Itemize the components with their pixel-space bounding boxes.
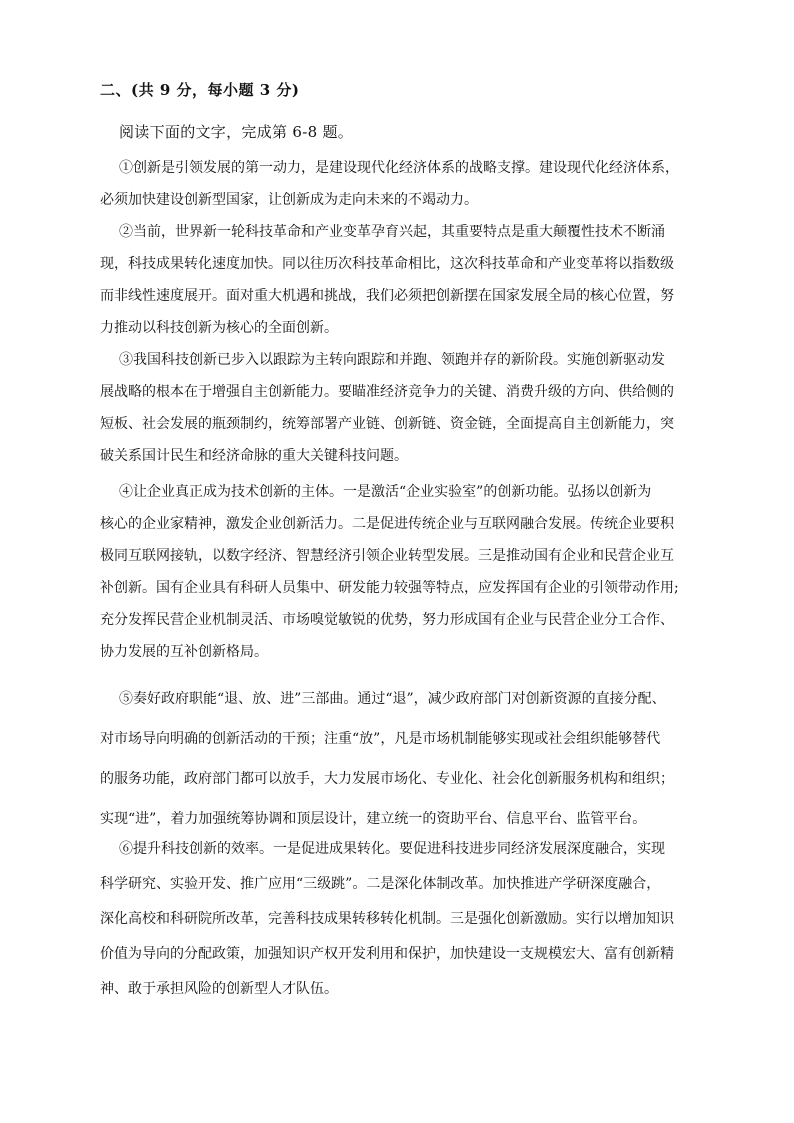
paragraph-line: 科学研究、实验开发、推广应用“三级跳”。二是深化体制改革。加快推进产学研深度融合， (100, 876, 661, 892)
reading-instruction: 阅读下面的文字，完成第 6-8 题。 (119, 123, 354, 141)
paragraph-line: 实现“进”，着力加强统筹协调和顶层设计，建立统一的资助平台、信息平台、监管平台。 (100, 811, 647, 827)
paragraph-4 (100, 476, 730, 668)
paragraph-line: 必须加快建设创新型国家，让创新成为走向未来的不竭动力。 (100, 192, 478, 208)
paragraph-line: 现，科技成果转化速度加快。同以往历次科技革命相比，这次科技革命和产业变革将以指数级 (100, 256, 674, 272)
paragraph-line: ②当前，世界新一轮科技革命和产业变革孕育兴起，其重要特点是重大颠覆性技术不断涌 (119, 224, 665, 240)
paragraph-line: 极同互联网接轨，以数字经济、智慧经济引领企业转型发展。三是推动国有企业和民营企业互 (100, 548, 674, 564)
paragraph-line: 深化高校和科研院所改革，完善科技成果转移转化机制。三是强化创新激励。实行以增加知识 (100, 911, 674, 927)
paragraph-line: 对市场导向明确的创新活动的干预；注重“放”，凡是市场机制能够实现或社会组织能够替代 (100, 731, 661, 747)
paragraph-line: 破关系国计民生和经济命脉的重大关键科技问题。 (100, 448, 408, 464)
paragraph-line: 短板、社会发展的瓶颈制约，统筹部署产业链、创新链、资金链，全面提高自主创新能力，突 (100, 416, 674, 432)
paragraph-line: 神、敢于承担风险的创新型人才队伍。 (100, 981, 338, 997)
paragraph-1 (100, 152, 730, 216)
paragraph-line: ⑥提升科技创新的效率。一是促进成果转化。要促进科技进步同经济发展深度融合，实现 (119, 841, 665, 857)
paragraph-line: ①创新是引领发展的第一动力，是建设现代化经济体系的战略支撑。建设现代化经济体系， (119, 160, 679, 176)
paragraph-line: 的服务功能，政府部门都可以放手，大力发展市场化、专业化、社会化创新服务机构和组织； (100, 771, 674, 787)
paragraph-line: 充分发挥民营企业机制灵活、市场嗅觉敏锐的优势，努力形成国有企业与民营企业分工合作、 (100, 612, 674, 628)
paragraph-line: 协力发展的互补创新格局。 (100, 644, 268, 660)
paragraph-5 (100, 679, 730, 839)
paragraph-line: 力推动以科技创新为核心的全面创新。 (100, 320, 338, 336)
paragraph-3 (100, 344, 730, 472)
section-heading: 二、(共 9 分，每小题 3 分) (100, 81, 300, 99)
paragraph-line: ④让企业真正成为技术创新的主体。一是激活“企业实验室”的创新功能。弘扬以创新为 (119, 484, 652, 500)
paragraph-2 (100, 216, 730, 344)
paragraph-line: 展战略的根本在于增强自主创新能力。要瞄准经济竞争力的关键、消费升级的方向、供给侧的 (100, 384, 674, 400)
paragraph-line: ③我国科技创新已步入以跟踪为主转向跟踪和并跑、领跑并存的新阶段。实施创新驱动发 (119, 352, 665, 368)
paragraph-6 (100, 832, 730, 1007)
paragraph-line: 价值为导向的分配政策，加强知识产权开发利用和保护，加快建设一支规模宏大、富有创新精 (100, 946, 674, 962)
paragraph-line: 核心的企业家精神，激发企业创新活力。二是促进传统企业与互联网融合发展。传统企业要积 (100, 516, 674, 532)
paragraph-line: ⑤奏好政府职能“退、放、进”三部曲。通过“退”，减少政府部门对创新资源的直接分配、 (119, 691, 666, 707)
paragraph-line: 而非线性速度展开。面对重大机遇和挑战，我们必须把创新摆在国家发展全局的核心位置，努 (100, 288, 674, 304)
paragraph-line: 补创新。国有企业具有科研人员集中、研发能力较强等特点，应发挥国有企业的引领带动作用; (100, 580, 679, 596)
